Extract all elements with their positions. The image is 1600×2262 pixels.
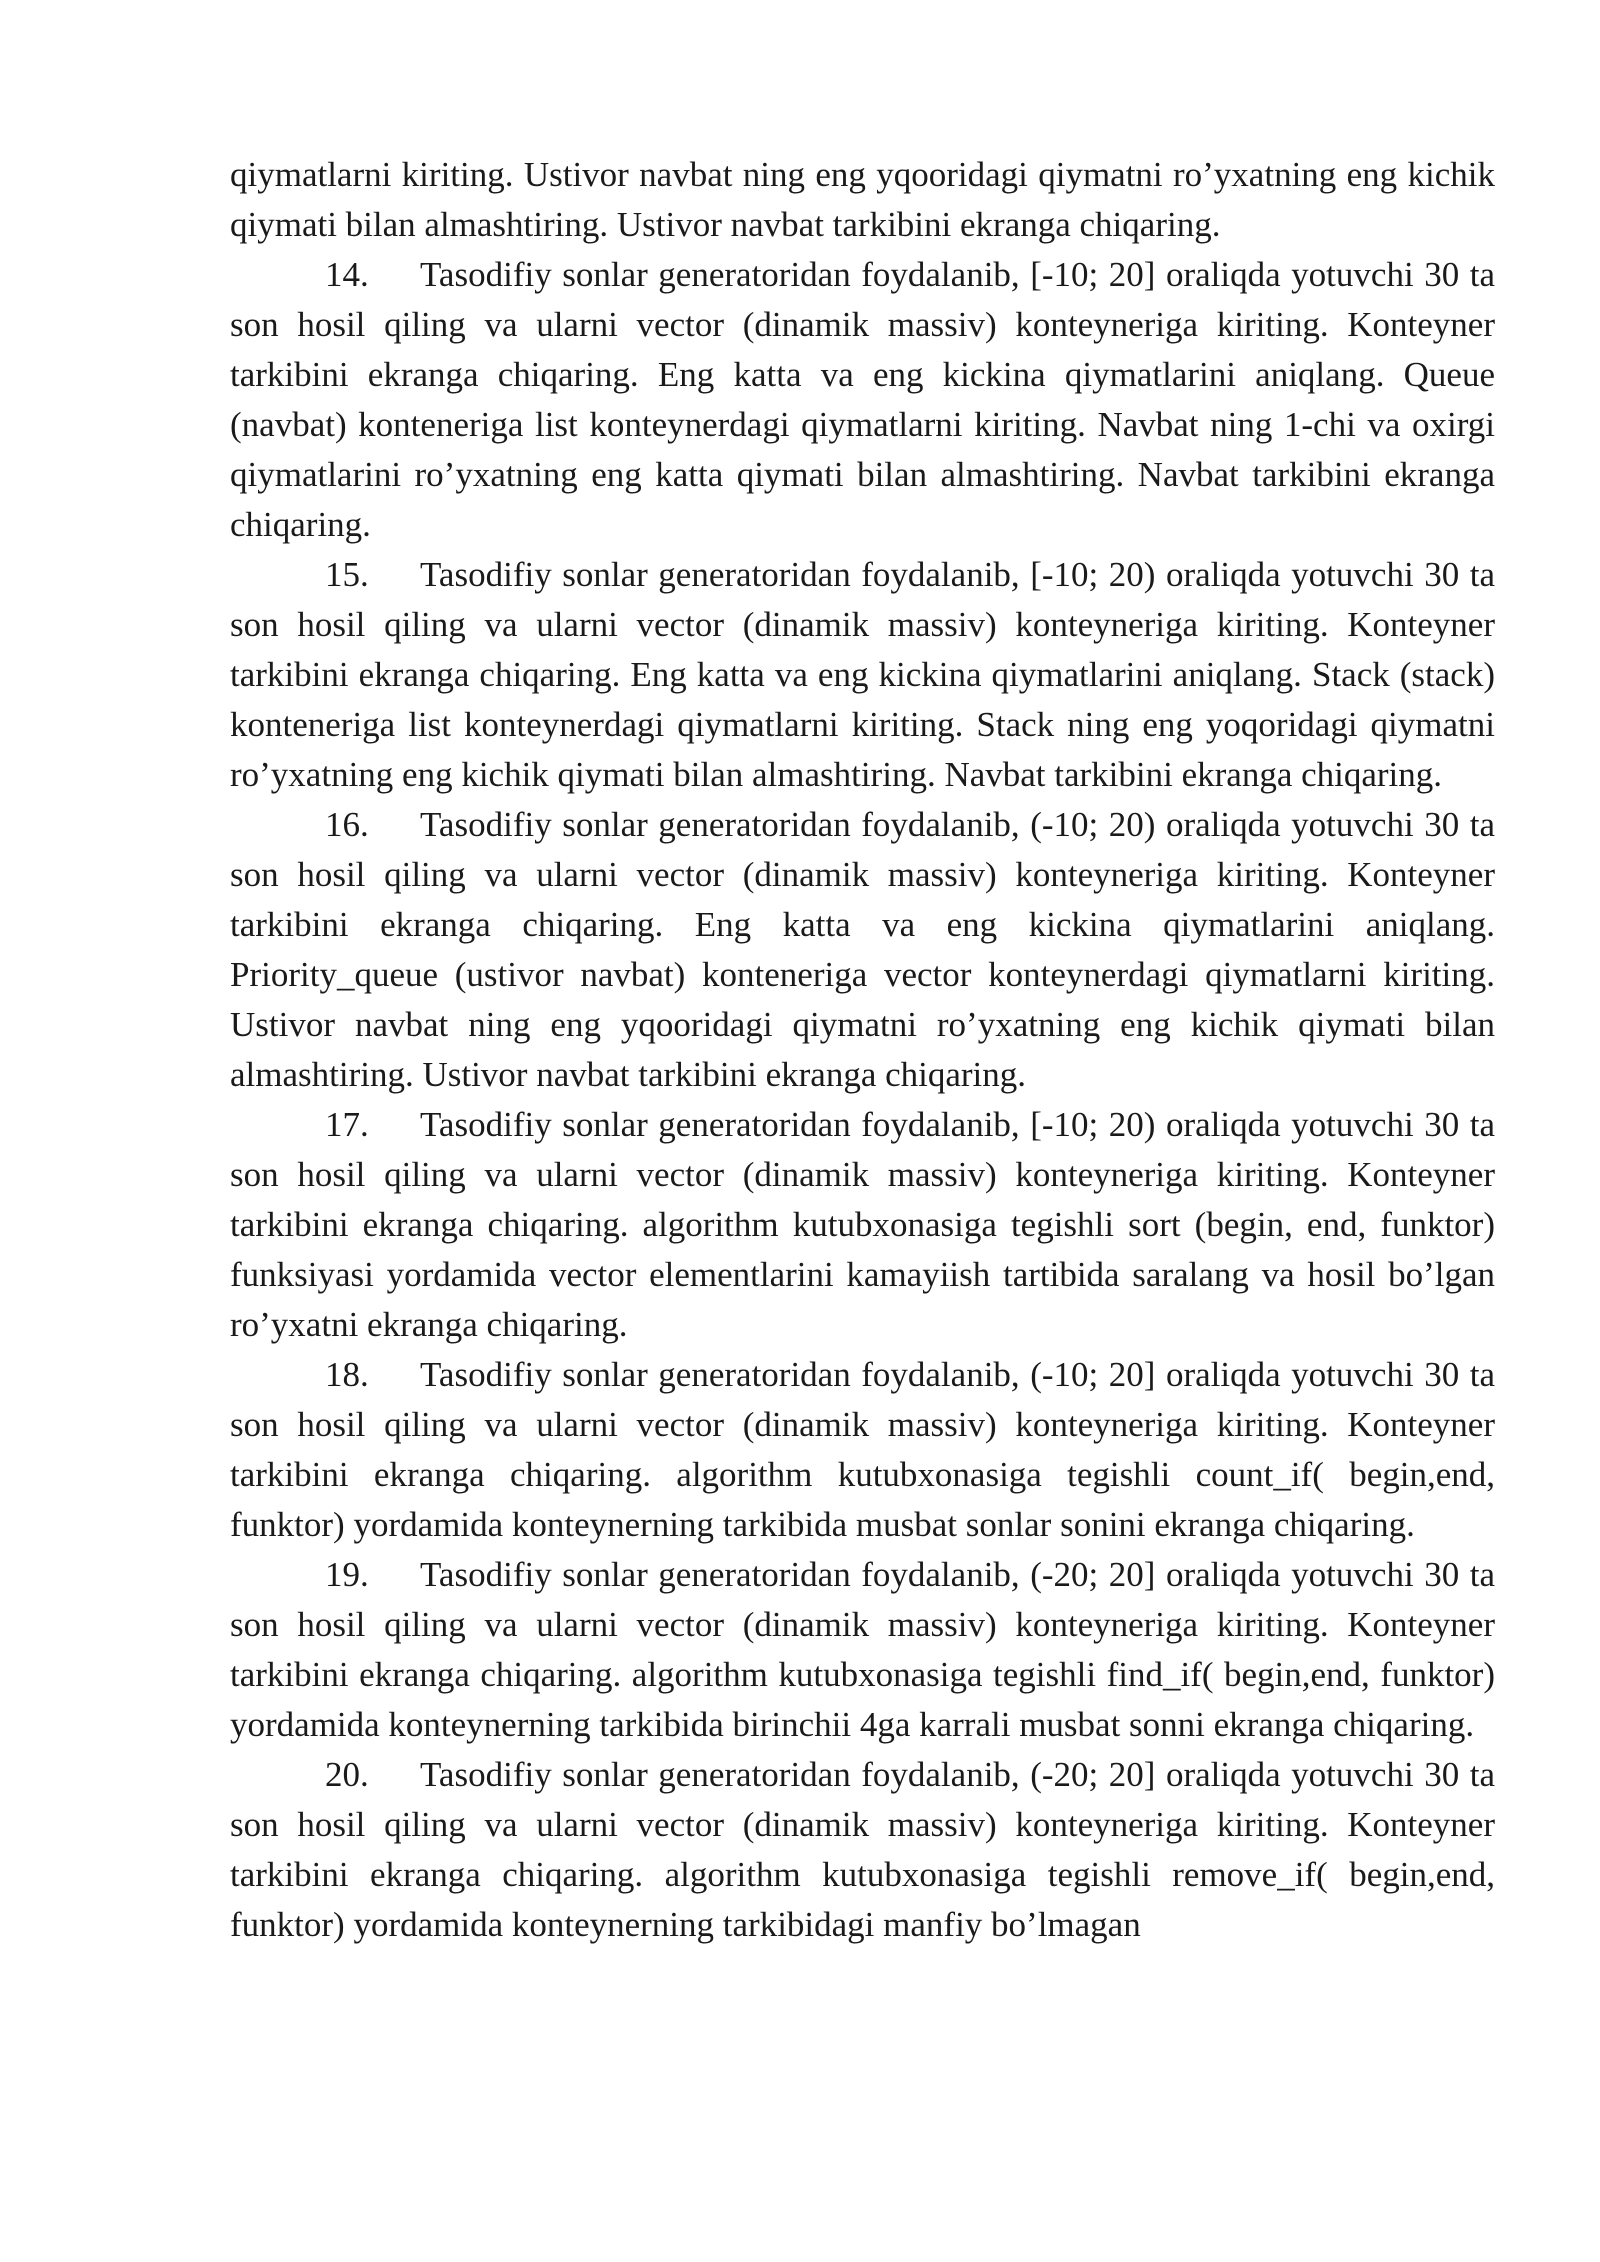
task-number: 19. xyxy=(325,1555,369,1594)
task-text: Tasodifiy sonlar generatoridan foydalanib, (-10; 20] oraliqda yotuvchi 30 ta son hosil qiling va ularni vector (dinamik massiv) konteyneriga kiriting. Konteyner tarkibini ekranga chiqaring. algorithm kutubxonasiga tegishli count_if( begin,end, funktor) yordamida konteynerning tarkibida musbat sonlar sonini ekranga chiqaring. xyxy=(230,1355,1495,1544)
task-text: Tasodifiy sonlar generatoridan foydalanib, [-10; 20) oraliqda yotuvchi 30 ta son hosil qiling va ularni vector (dinamik massiv) konteyneriga kiriting. Konteyner tarkibini ekranga chiqaring. Eng katta va eng kickina qiymatlarini aniqlang. Stack (stack) konteneriga list konteynerdagi qiymatlarni kiriting. Stack ning eng yoqoridagi qiymatni ro’yxatning eng kichik qiymati bilan almashtiring. Navbat tarkibini ekranga chiqaring. xyxy=(230,555,1495,794)
continuation-paragraph: qiymatlarni kiriting. Ustivor navbat ning eng yqooridagi qiymatni ro’yxatning eng kichik qiymati bilan almashtiring. Ustivor navbat tarkibini ekranga chiqaring. xyxy=(230,155,1495,244)
task-number: 17. xyxy=(325,1105,369,1144)
task-item-19 xyxy=(230,1550,1495,1750)
task-item-16 xyxy=(230,800,1495,1100)
task-text: Tasodifiy sonlar generatoridan foydalanib, [-10; 20] oraliqda yotuvchi 30 ta son hosil qiling va ularni vector (dinamik massiv) konteyneriga kiriting. Konteyner tarkibini ekranga chiqaring. Eng katta va eng kickina qiymatlarini aniqlang. Queue (navbat) konteneriga list konteynerdagi qiymatlarni kiriting. Navbat ning 1-chi va oxirgi qiymatlarini ro’yxatning eng katta qiymati bilan almashtiring. Navbat tarkibini ekranga chiqaring. xyxy=(230,255,1495,544)
task-item-15 xyxy=(230,550,1495,800)
task-item-17 xyxy=(230,1100,1495,1350)
task-text: Tasodifiy sonlar generatoridan foydalanib, (-10; 20) oraliqda yotuvchi 30 ta son hosil qiling va ularni vector (dinamik massiv) konteyneriga kiriting. Konteyner tarkibini ekranga chiqaring. Eng katta va eng kickina qiymatlarini aniqlang. Priority_queue (ustivor navbat) konteneriga vector konteynerdagi qiymatlarni kiriting. Ustivor navbat ning eng yqooridagi qiymatni ro’yxatning eng kichik qiymati bilan almashtiring. Ustivor navbat tarkibini ekranga chiqaring. xyxy=(230,805,1495,1094)
task-text: Tasodifiy sonlar generatoridan foydalanib, [-10; 20) oraliqda yotuvchi 30 ta son hosil qiling va ularni vector (dinamik massiv) konteyneriga kiriting. Konteyner tarkibini ekranga chiqaring. algorithm kutubxonasiga tegishli sort (begin, end, funktor) funksiyasi yordamida vector elementlarini kamayiish tartibida saralang va hosil bo’lgan ro’yxatni ekranga chiqaring. xyxy=(230,1105,1495,1344)
task-text: Tasodifiy sonlar generatoridan foydalanib, (-20; 20] oraliqda yotuvchi 30 ta son hosil qiling va ularni vector (dinamik massiv) konteyneriga kiriting. Konteyner tarkibini ekranga chiqaring. algorithm kutubxonasiga tegishli find_if( begin,end, funktor) yordamida konteynerning tarkibida birinchii 4ga karrali musbat sonni ekranga chiqaring. xyxy=(230,1555,1495,1744)
task-text: Tasodifiy sonlar generatoridan foydalanib, (-20; 20] oraliqda yotuvchi 30 ta son hosil qiling va ularni vector (dinamik massiv) konteyneriga kiriting. Konteyner tarkibini ekranga chiqaring. algorithm kutubxonasiga tegishli remove_if( begin,end, funktor) yordamida konteynerning tarkibidagi manfiy bo’lmagan xyxy=(230,1755,1495,1944)
task-number: 16. xyxy=(325,805,369,844)
task-item-18 xyxy=(230,1350,1495,1550)
task-number: 18. xyxy=(325,1355,369,1394)
task-number: 20. xyxy=(325,1755,369,1794)
task-number: 15. xyxy=(325,555,369,594)
document-page xyxy=(230,150,1495,1950)
task-number: 14. xyxy=(325,255,369,294)
task-item-20 xyxy=(230,1750,1495,1950)
task-item-14 xyxy=(230,250,1495,550)
